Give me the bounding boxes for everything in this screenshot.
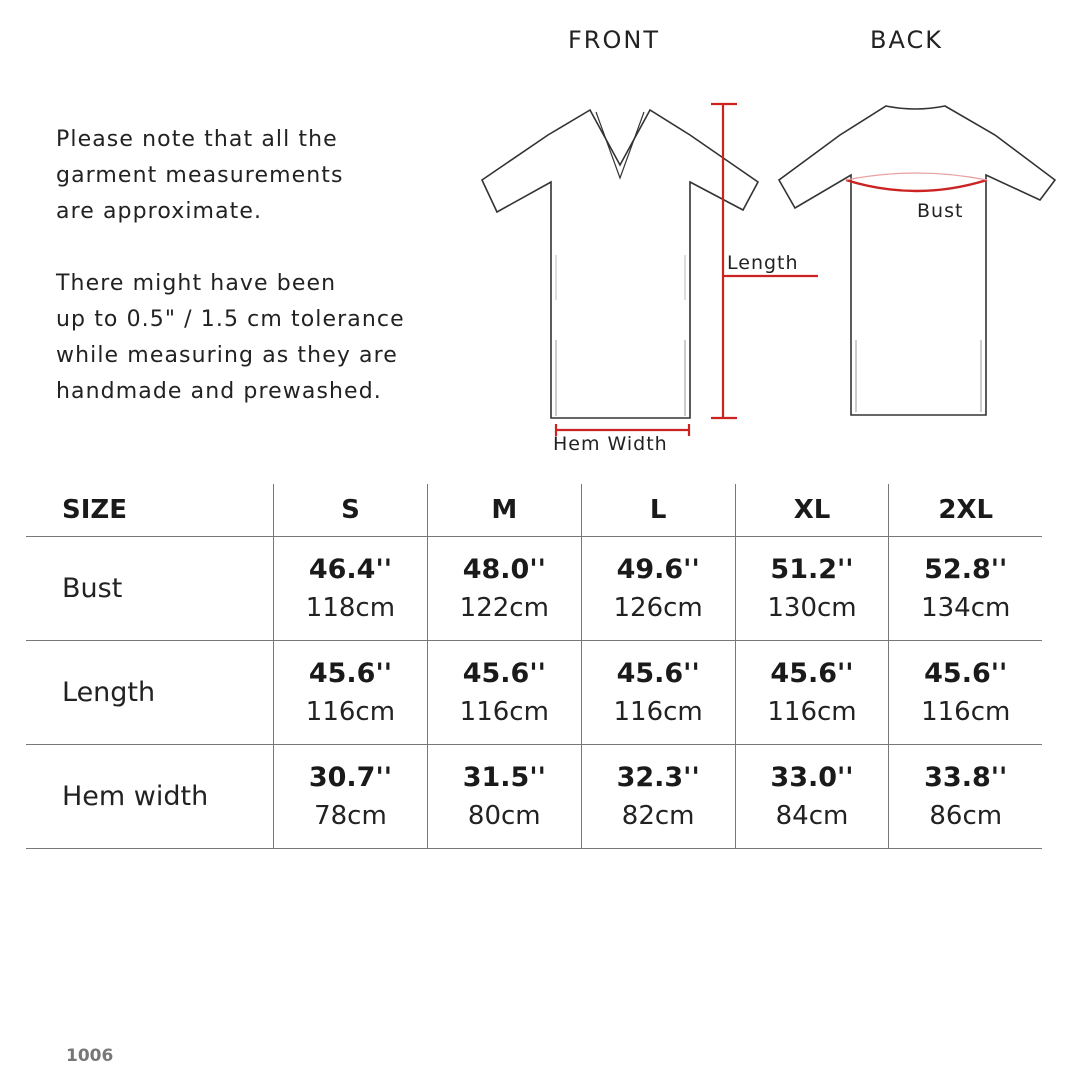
table-cell <box>889 641 1042 745</box>
table-cell <box>581 641 735 745</box>
inch-value: 49.6'' <box>616 553 700 585</box>
table-cell <box>889 745 1042 849</box>
size-col-xl: XL <box>735 484 889 537</box>
inch-value: 30.7'' <box>308 761 392 793</box>
size-header-row <box>26 484 1042 537</box>
size-col-l: L <box>581 484 735 537</box>
cm-value: 80cm <box>467 800 541 831</box>
table-cell <box>427 641 581 745</box>
cm-value: 84cm <box>775 800 849 831</box>
table-row <box>26 745 1042 849</box>
table-cell <box>735 745 889 849</box>
inch-value: 45.6'' <box>462 657 546 689</box>
length-label: Length <box>727 252 799 274</box>
row-label-length: Length <box>26 641 274 745</box>
cm-value: 116cm <box>613 696 703 727</box>
cm-value: 116cm <box>305 696 396 727</box>
garment-diagram <box>470 90 1070 460</box>
size-chart-table <box>26 484 1042 849</box>
table-cell <box>581 537 735 641</box>
tolerance-note: There might have been up to 0.5" / 1.5 cm tolerance while measuring as they are handmade and prewashed. <box>56 271 405 404</box>
cm-value: 126cm <box>613 592 703 623</box>
inch-value: 45.6'' <box>616 657 700 689</box>
table-cell <box>274 745 428 849</box>
inch-value: 46.4'' <box>308 553 392 585</box>
inch-value: 33.8'' <box>924 761 1008 793</box>
row-label-bust: Bust <box>26 537 274 641</box>
cm-value: 118cm <box>305 592 396 623</box>
size-col-m: M <box>427 484 581 537</box>
back-view-label: BACK <box>870 26 943 54</box>
table-cell <box>274 641 428 745</box>
inch-value: 51.2'' <box>770 553 854 585</box>
front-view-label: FRONT <box>568 26 660 54</box>
inch-value: 32.3'' <box>616 761 700 793</box>
back-garment-outline <box>779 106 1055 415</box>
inch-value: 45.6'' <box>308 657 392 689</box>
table-row <box>26 537 1042 641</box>
size-col-s: S <box>274 484 428 537</box>
cm-value: 134cm <box>921 592 1011 623</box>
size-header: SIZE <box>26 484 274 537</box>
table-cell <box>427 745 581 849</box>
cm-value: 122cm <box>459 592 549 623</box>
hem-width-label: Hem Width <box>553 433 668 455</box>
table-cell <box>889 537 1042 641</box>
cm-value: 116cm <box>459 696 549 727</box>
bust-label: Bust <box>917 200 964 222</box>
size-col-2xl: 2XL <box>889 484 1042 537</box>
inch-value: 33.0'' <box>770 761 854 793</box>
inch-value: 45.6'' <box>770 657 854 689</box>
inch-value: 52.8'' <box>924 553 1008 585</box>
cm-value: 78cm <box>314 800 387 831</box>
cm-value: 116cm <box>767 696 857 727</box>
table-cell <box>735 641 889 745</box>
table-row <box>26 641 1042 745</box>
table-cell <box>581 745 735 849</box>
bust-measure-line <box>846 173 987 191</box>
product-code: 1006 <box>66 1046 114 1066</box>
cm-value: 82cm <box>621 800 695 831</box>
table-cell <box>274 537 428 641</box>
row-label-hem-width: Hem width <box>26 745 274 849</box>
front-garment-outline <box>482 110 758 418</box>
cm-value: 116cm <box>921 696 1011 727</box>
approximate-note: Please note that all the garment measurements are approximate. <box>56 127 344 224</box>
table-cell <box>735 537 889 641</box>
inch-value: 48.0'' <box>462 553 546 585</box>
cm-value: 130cm <box>767 592 857 623</box>
table-cell <box>427 537 581 641</box>
cm-value: 86cm <box>929 800 1003 831</box>
inch-value: 31.5'' <box>462 761 546 793</box>
inch-value: 45.6'' <box>924 657 1008 689</box>
